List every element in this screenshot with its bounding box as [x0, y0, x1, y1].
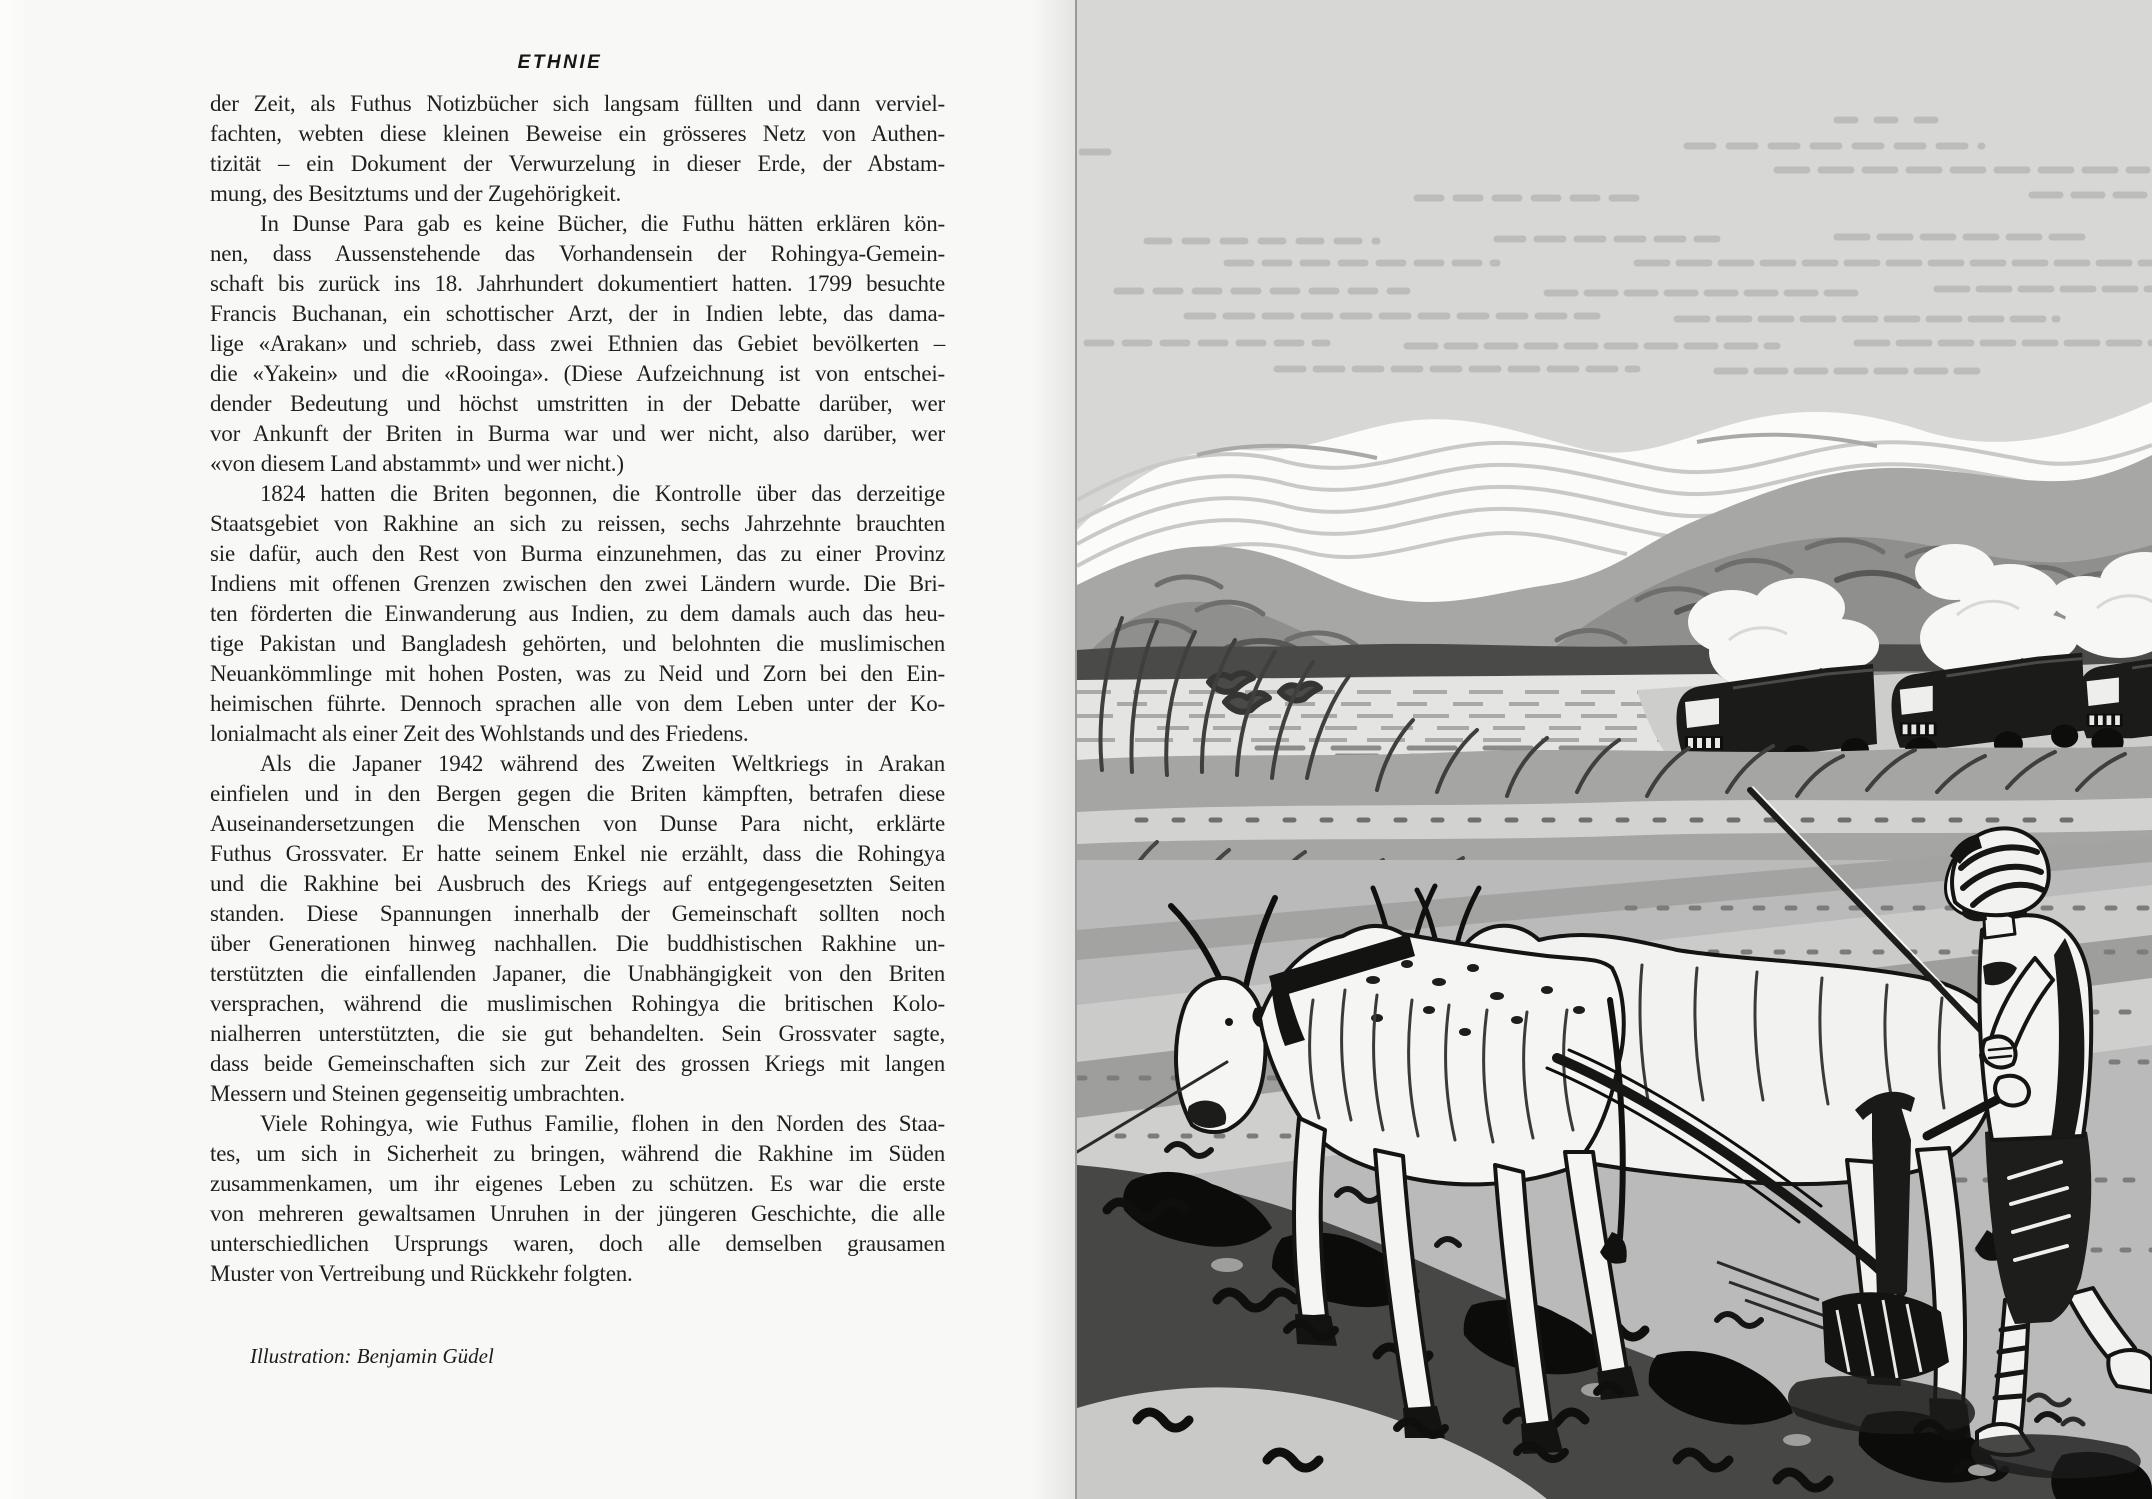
- text-line: sie dafür, auch den Rest von Burma einzunehmen, das zu einer Provinz: [210, 541, 945, 566]
- text-line: vor Ankunft der Briten in Burma war und wer nicht, also darüber, wer: [210, 421, 945, 446]
- page-edge-highlight: [0, 0, 30, 1499]
- text-line: nen, dass Aussenstehende das Vorhandensein der Rohingya-Gemein-: [210, 241, 945, 266]
- text-line: 1824 hatten die Briten begonnen, die Kontrolle über das derzeitige: [260, 481, 945, 506]
- text-line: lonialmacht als einer Zeit des Wohlstands und des Friedens.: [210, 721, 749, 746]
- text-line: nialherren unterstützten, die sie gut behandelten. Sein Grossvater sagte,: [210, 1021, 945, 1046]
- paragraph: [210, 209, 945, 479]
- text-line: dender Bedeutung und höchst umstritten in der Debatte darüber, wer: [210, 391, 945, 416]
- text-line: mung, des Besitztums und der Zugehörigkeit.: [210, 181, 622, 206]
- text-line: und die Rakhine bei Ausbruch des Kriegs auf entgegengesetzten Seiten: [210, 871, 945, 896]
- illustration-credit: Illustration: Benjamin Güdel: [250, 1344, 494, 1368]
- text-column: [210, 89, 945, 1289]
- text-line: einfielen und in den Bergen gegen die Briten kämpften, betrafen diese: [210, 781, 945, 806]
- text-line: der Zeit, als Futhus Notizbücher sich langsam füllten und dann verviel-: [210, 91, 945, 116]
- paragraph: [210, 89, 945, 209]
- text-line: ten förderten die Einwanderung aus Indien, zu dem damals auch das heu-: [210, 601, 945, 626]
- page-right: [1077, 0, 2152, 1499]
- text-line: fachten, webten diese kleinen Beweise ein grösseres Netz von Authen-: [210, 121, 945, 146]
- text-line: terstützten die einfallenden Japaner, die Unabhängigkeit von den Briten: [210, 961, 945, 986]
- text-line: tige Pakistan und Bangladesh gehörten, und belohnten die muslimischen: [210, 631, 945, 656]
- text-line: die «Yakein» und die «Rooinga». (Diese Aufzeichnung ist von entschei-: [210, 361, 945, 386]
- text-line: Staatsgebiet von Rakhine an sich zu reissen, sechs Jahrzehnte brauchten: [210, 511, 945, 536]
- text-line: Futhus Grossvater. Er hatte seinem Enkel nie erzählt, dass die Rohingya: [210, 841, 945, 866]
- text-line: Indiens mit offenen Grenzen zwischen den zwei Ländern wurde. Die Bri-: [210, 571, 945, 596]
- text-line: versprachen, während die muslimischen Rohingya die britischen Kolo-: [210, 991, 945, 1016]
- text-line: unterschiedlichen Ursprungs waren, doch alle demselben grausamen: [210, 1231, 945, 1256]
- text-line: Viele Rohingya, wie Futhus Familie, flohen in den Norden des Staa-: [260, 1111, 945, 1136]
- text-line: tes, um sich in Sicherheit zu bringen, während die Rakhine im Süden: [210, 1141, 945, 1166]
- text-line: standen. Diese Spannungen innerhalb der Gemeinschaft sollten noch: [210, 901, 945, 926]
- text-line: Messern und Steinen gegenseitig umbrachten.: [210, 1081, 625, 1106]
- text-line: heimischen führte. Dennoch sprachen alle von dem Leben unter der Ko-: [210, 691, 945, 716]
- text-line: schaft bis zurück ins 18. Jahrhundert dokumentiert hatten. 1799 besuchte: [210, 271, 945, 296]
- text-line: Francis Buchanan, ein schottischer Arzt, der in Indien lebte, das dama-: [210, 301, 945, 326]
- text-line: lige «Arakan» und schrieb, dass zwei Ethnien das Gebiet bevölkerten –: [210, 331, 945, 356]
- text-line: Muster von Vertreibung und Rückkehr folgten.: [210, 1261, 633, 1286]
- paragraph: [210, 1109, 945, 1289]
- text-line: Auseinandersetzungen die Menschen von Dunse Para nicht, erklärte: [210, 811, 945, 836]
- text-line: tizität – ein Dokument der Verwurzelung in dieser Erde, der Abstam-: [210, 151, 945, 176]
- paragraph: [210, 749, 945, 1109]
- text-line: zusammenkamen, um ihr eigenes Leben zu schützen. Es war die erste: [210, 1171, 945, 1196]
- page-header: ETHNIE: [517, 52, 603, 73]
- text-line: «von diesem Land abstammt» und wer nicht.): [210, 451, 624, 476]
- paragraph: [210, 479, 945, 749]
- text-line: von mehreren gewaltsamen Unruhen in der jüngeren Geschichte, die alle: [210, 1201, 945, 1226]
- spine-shadow: [1031, 0, 1077, 1499]
- text-line: In Dunse Para gab es keine Bücher, die Futhu hätten erklären kön-: [260, 211, 945, 236]
- illustration: [1077, 0, 2152, 1499]
- text-line: Als die Japaner 1942 während des Zweiten Weltkriegs in Arakan: [260, 751, 945, 776]
- text-line: über Generationen hinweg nachhallen. Die buddhistischen Rakhine un-: [210, 931, 945, 956]
- text-line: Neuankömmlinge mit hohen Posten, was zu Neid und Zorn bei den Ein-: [210, 661, 945, 686]
- text-line: dass beide Gemeinschaften sich zur Zeit des grossen Kriegs mit langen: [210, 1051, 945, 1076]
